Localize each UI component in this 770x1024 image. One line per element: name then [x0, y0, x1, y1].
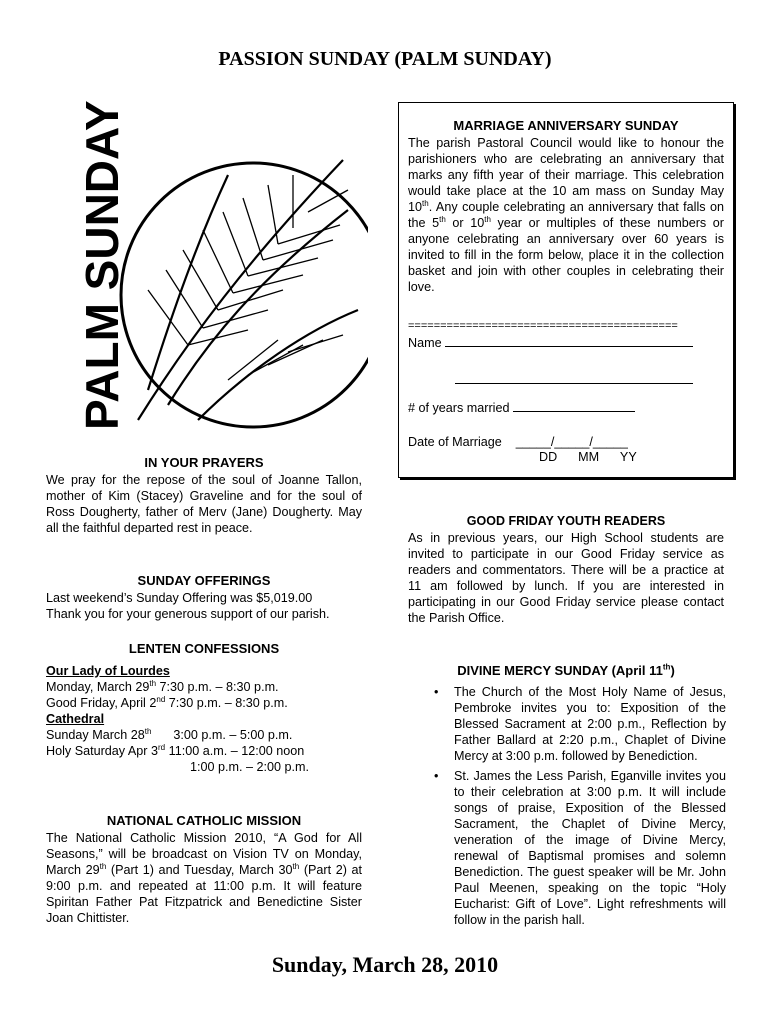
anniversary-separator: ==========================================: [408, 320, 678, 332]
date-of-marriage-label: Date of Marriage: [408, 435, 502, 449]
mercy-list: [428, 684, 726, 932]
confessions-line-3: Sunday March 28th 3:00 p.m. – 5:00 p.m.: [46, 726, 293, 742]
name-label: Name: [408, 336, 442, 350]
years-married-label: # of years married: [408, 401, 510, 415]
anniversary-text: The parish Pastoral Council would like to honour the parishioners who are celebrating an anniversary that marks any fifth year of their marriage. This celebration would take place at the 10 am mass on Sunday May 10th. Any couple celebrating an anniversary that falls on the 5th or 10th year or multiples of these numbers or anyone celebrating an anniversary over 60 years is invited to fill in the form below, place it in the collection basket and join with other couples in celebrating their love.: [408, 136, 725, 294]
list-item: • The Church of the Most Holy Name of Jesus, Pembroke invites you to: Exposition of the Blessed Sacrament at 2:00 p.m., Reflection by Father Ballard at 2:20 p.m., Chaplet of Divine Mercy at 3:00 p.m. followed by Benediction.: [434, 685, 726, 763]
list-item: • St. James the Less Parish, Eganville invites you to their celebration at 3:00 p.m. It will include songs of praise, Exposition of the Blessed Sacrament, the Chaplet of Divine Mercy, veneration of the image of Divine Mercy, renewal of Baptismal promises and solemn Benediction. The guest speaker will be Mr. John Paul Meenen, speaking on the topic “Holy Eucharist: Gift of Love”. Light refreshments will follow in the parish hall.: [434, 769, 726, 927]
mission-text: The National Catholic Mission 2010, “A God for All Seasons,” will be broadcast on Vision TV on Monday, March 29th (Part 1) and Tuesday, March 30th (Part 2) at 9:00 p.m. and repeated at 11:00 p.m. It will feature Spiritan Father Pat Fitzpatrick and Benedictine Sister Joan Chittister.: [46, 831, 363, 925]
offerings-heading: SUNDAY OFFERINGS: [137, 573, 271, 588]
bullet-icon: •: [434, 769, 439, 783]
offerings-line-2: Thank you for your generous support of our parish.: [46, 607, 330, 621]
youth-heading: GOOD FRIDAY YOUTH READERS: [466, 514, 666, 528]
prayers-heading: IN YOUR PRAYERS: [144, 455, 264, 470]
page-title: PASSION SUNDAY (PALM SUNDAY): [218, 48, 552, 70]
bullet-icon: •: [434, 685, 439, 699]
name-field[interactable]: [408, 335, 693, 351]
confessions-line-1: Monday, March 29th 7:30 p.m. – 8:30 p.m.: [46, 678, 279, 694]
confessions-line-4: Holy Saturday Apr 3rd 11:00 a.m. – 12:00 noon: [46, 742, 305, 758]
confessions-line-5: 1:00 p.m. – 2:00 p.m.: [190, 760, 310, 774]
youth-text: As in previous years, our High School students are invited to participate in our Good Friday service as readers and commentators. There will be a practice at 11 am followed by lunch. If you are interested in participating in our Good Friday service please contact the Parish Office.: [408, 531, 724, 625]
anniversary-heading: MARRIAGE ANNIVERSARY SUNDAY: [453, 118, 679, 133]
confessions-place-1: Our Lady of Lourdes: [46, 664, 170, 678]
confessions-place-2: Cathedral: [46, 712, 105, 726]
prayers-text: We pray for the repose of the soul of Joanne Tallon, mother of Kim (Stacey) Graveline and for the soul of Ross Dougherty, father of Merv (Jane) Dougherty. May all the faithful departed rest in peace.: [46, 473, 362, 535]
palm-sunday-illustration: [78, 90, 368, 435]
date-of-marriage-field[interactable]: [408, 434, 628, 450]
page-footer-date: Sunday, March 28, 2010: [271, 952, 499, 977]
palm-sunday-lettering: PALM SUNDAY: [78, 100, 128, 430]
confessions-heading: LENTEN CONFESSIONS: [128, 641, 280, 656]
mercy-heading: DIVINE MERCY SUNDAY (April 11th): [457, 662, 675, 678]
confessions-line-2: Good Friday, April 2nd 7:30 p.m. – 8:30 p.m.: [46, 694, 288, 710]
date-blank: _____/_____/_____: [515, 435, 628, 449]
palm-icon: [78, 90, 368, 435]
date-format-hint: DD MM YY: [539, 450, 637, 464]
mission-heading: NATIONAL CATHOLIC MISSION: [106, 813, 302, 828]
offerings-line-1: Last weekend’s Sunday Offering was $5,019.00: [46, 591, 313, 605]
name-field-line-2[interactable]: [455, 368, 693, 384]
years-married-field[interactable]: [408, 400, 635, 416]
